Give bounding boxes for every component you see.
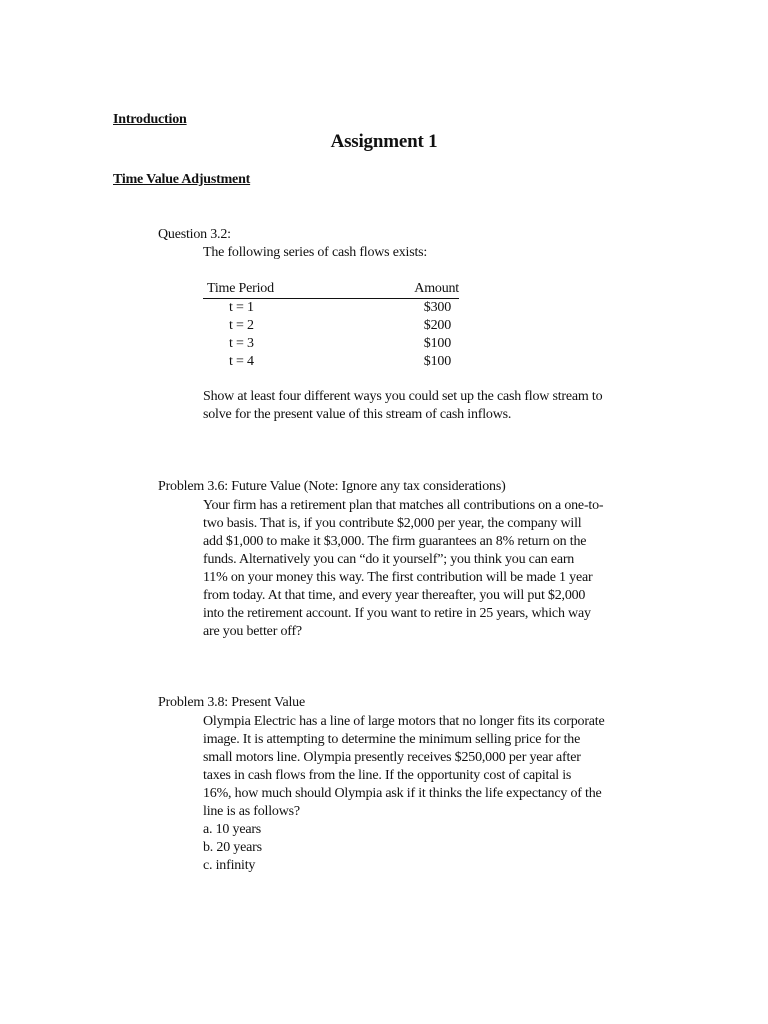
option-item: a. 10 years xyxy=(203,822,262,837)
question-3-2-label: Question 3.2: xyxy=(158,227,231,242)
paragraph-line: Olympia Electric has a line of large motors that no longer fits its corporate xyxy=(203,714,605,729)
option-item: c. infinity xyxy=(203,858,256,873)
paragraph-line: image. It is attempting to determine the minimum selling price for the xyxy=(203,732,581,747)
paragraph-line: from today. At that time, and every year thereafter, you will put $2,000 xyxy=(203,588,586,603)
question-3-2-instructions xyxy=(203,388,602,424)
time-period-cell: t = 4 xyxy=(229,354,254,369)
problem-3-8-body xyxy=(203,713,605,875)
table-row xyxy=(203,335,459,353)
table-row xyxy=(203,299,459,318)
amount-cell: $200 xyxy=(423,318,451,333)
problem-3-6-label: Problem 3.6: Future Value (Note: Ignore any tax considerations) xyxy=(158,479,506,494)
paragraph-line: Show at least four different ways you could set up the cash flow stream to xyxy=(203,389,603,404)
table-header-row xyxy=(203,280,459,299)
time-period-cell: t = 2 xyxy=(229,318,254,333)
table-row xyxy=(203,353,459,371)
paragraph-line: two basis. That is, if you contribute $2,000 per year, the company will xyxy=(203,516,582,531)
column-header-time-period: Time Period xyxy=(203,280,407,299)
paragraph-line: funds. Alternatively you can “do it yourself”; you think you can earn xyxy=(203,552,575,567)
table-row xyxy=(203,317,459,335)
problem-3-8-label: Problem 3.8: Present Value xyxy=(158,695,305,710)
cash-flow-table xyxy=(203,280,459,371)
time-period-cell: t = 1 xyxy=(229,300,254,315)
paragraph-line: add $1,000 to make it $3,000. The firm guarantees an 8% return on the xyxy=(203,534,587,549)
paragraph-line: are you better off? xyxy=(203,624,302,639)
amount-cell: $300 xyxy=(423,300,451,315)
paragraph-line: taxes in cash flows from the line. If the opportunity cost of capital is xyxy=(203,768,572,783)
paragraph-line: Your firm has a retirement plan that matches all contributions on a one-to- xyxy=(203,498,604,513)
time-period-cell: t = 3 xyxy=(229,336,254,351)
amount-cell: $100 xyxy=(423,336,451,351)
option-item: b. 20 years xyxy=(203,840,262,855)
section-heading: Introduction xyxy=(113,112,187,127)
paragraph-line: line is as follows? xyxy=(203,804,300,819)
paragraph-line: small motors line. Olympia presently receives $250,000 per year after xyxy=(203,750,581,765)
paragraph-line: 11% on your money this way. The first contribution will be made 1 year xyxy=(203,570,593,585)
amount-cell: $100 xyxy=(423,354,451,369)
paragraph-line: into the retirement account. If you want to retire in 25 years, which way xyxy=(203,606,591,621)
problem-3-6-body xyxy=(203,497,603,641)
paragraph-line: solve for the present value of this stream of cash inflows. xyxy=(203,407,512,422)
subheading: Time Value Adjustment xyxy=(113,172,251,187)
paragraph-line: 16%, how much should Olympia ask if it thinks the life expectancy of the xyxy=(203,786,602,801)
column-header-amount: Amount xyxy=(407,280,459,299)
question-3-2-intro: The following series of cash flows exists: xyxy=(203,245,428,260)
page-title: Assignment 1 xyxy=(330,131,438,152)
